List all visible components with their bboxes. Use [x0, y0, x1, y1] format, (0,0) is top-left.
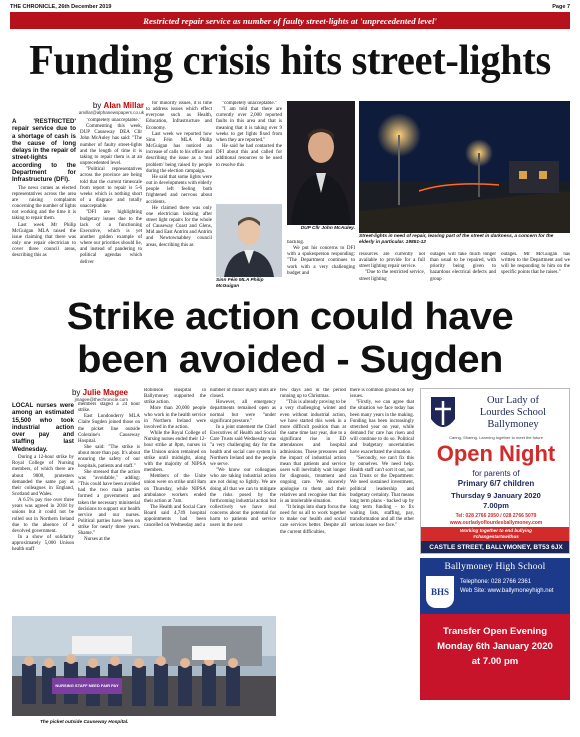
lourdes-title-3: Ballymoney	[487, 419, 539, 430]
lourdes-for-parents: for parents of	[472, 469, 520, 478]
lourdes-title-2: Lourdes School	[479, 407, 547, 418]
lourdes-date: Thursday 9 January 2020	[451, 491, 541, 500]
mcauley-photo	[287, 101, 355, 225]
story2-headline	[10, 296, 570, 384]
lourdes-address: CASTLE STREET, BALLYMONEY, BT53 6JX	[421, 541, 570, 554]
picket-sign-text: NURSING STAFF NEED FAIR PAY	[55, 683, 119, 688]
bhs-date: Monday 6th January 2020	[437, 641, 553, 652]
story2-column-3: Robinson Hospital in Ballymoney supported the strike action. More than 20,000 people who work in the health service in Northern Ireland were involved in the action. While the Royal College of Nursing nurses ended their 12-hour strike at 8pm, nurses in the Unison union remained on strike until midnight, along with the majority of NIPSA members. Members of the Unite union were on strike until 8am on Thursday, while NIPSA ambulance workers ended their action at 7am. The Health and Social Care Board said 4,749 hospital appointments had been cancelled on Wednesday and a	[144, 388, 206, 529]
lourdes-open-night: Open Night	[436, 441, 556, 466]
lourdes-tel: Tel: 028 2766 2050 / 028 2766 5079	[455, 513, 537, 519]
school-crest-icon	[429, 395, 457, 435]
mcguigan-photo	[216, 204, 282, 277]
story1-byline: by Alan Millar	[92, 101, 144, 110]
bhs-crest: BHS	[426, 576, 454, 608]
story1-column-5: backlog. We put his concerns to DFI with a spokesperson responding: "The Department continues to work with a very challenging budget and	[287, 240, 355, 276]
story1-email: amillar@alphanewspapers.co.uk	[78, 110, 144, 115]
bhs-telephone: Telephone: 028 2766 2361	[460, 579, 532, 585]
picket-caption: The picket outside Causeway Hospital.	[40, 720, 129, 725]
lourdes-tagline: Caring, Sharing, Learning together to meet the future	[449, 435, 543, 440]
street-night-icon	[359, 101, 570, 233]
portrait-icon	[287, 101, 355, 225]
story1-column-2: "completely unacceptable." Commenting this week, DUP Causeway DEA Cllr John McAuley has said: "The number of faulty street-lights and the length of time it is taking to repair them is at an unprecedented level. "Political representatives across the province are being told that the current timescale from report to repair is 5-6 weeks which is nothing short of a disgrace and totally unacceptable. "DFI are highlighting budgetary issues due to the lack of a functioning Executive, which is yet another golden example of where our priorities should lie, and instead of pandering to political agendas which deliver	[80, 118, 142, 265]
paper-name-date: THE CHRONICLE, 26th December 2019	[10, 4, 112, 10]
lourdes-web: www.ourladyoflourdesballymoney.com	[449, 519, 543, 526]
story2-column-5: few days and in the period running up to Christmas. "This is already proving to be a very challenging winter and even without industrial action, we have started this week in a more difficult position than at the same time last year, due to a significant rise in ED attendances and hospital admissions. These pressures and the impact of industrial action mean that patients and service users will inevitably wait longer for diagnosis, treatment and ongoing care. We sincerely apologise to them and their relatives and recognise that this is an intolerable situation. "It brings into sharp focus the need for us all to work together to make our health and social care services better. Despite all the current difficulties,	[280, 388, 346, 535]
story1-column-4: "completely unacceptable." "I am told that there are currently over 2,000 reported faults in this area and that is meaning that it is taking over 9 weeks to get lights fixed from when they are reported." He said he had contacted the DFI about this and called for additional resources to be used to resolve this	[216, 101, 282, 168]
story2-column-2: members staged a 24 hour strike. East Londonderry MLA Claire Sugden joined those on the picket line outside Coleraine's Causeway Hospital. She said: "The strike is about more than pay. It's about ensuring the safety of our hospitals, patients and staff." She stressed that the action was "avoidable," adding: "This could have been avoided had the two main parties formed a government and taken the necessary ministerial decisions to support our health service and our nurses. Political parties have been on strike for nearly three years. Shame." Nurses at the	[78, 402, 140, 543]
street-light-caption: Street-lights in need of repair, leaving part of the street in darkness, a concern for the elderly in particular. 19851-12	[359, 234, 554, 245]
lourdes-band: Working together to end bullying #changestartswithus	[421, 527, 570, 541]
street-light-photo	[359, 101, 570, 233]
page-number: Page 7	[552, 4, 570, 10]
story2-email: jmagee@thechronicle.com	[74, 397, 128, 402]
lourdes-time: 7.00pm	[483, 501, 509, 510]
mcauley-caption: DUP Cllr John McAuley.	[300, 226, 355, 231]
story1-author: Alan Millar	[103, 101, 144, 110]
story2-column-1: LOCAL nurses were among an estimated 15,500 who took industrial action over pay and staffing last Wednesday. During a 12-hour strike by Royal College of Nursing members, of which there are about 9000, protesters demanded the same pay as their colleagues in England, Scotland and Wales. A 6.5% pay rise over three years was agreed in 2018 by unions but it could not be rolled out in Northern Ireland due to the absence of a devolved government. In a show of solidarity approximately 5,000 Unison health staff	[12, 402, 74, 553]
portrait-icon	[216, 204, 282, 277]
bhs-event: Transfer Open Evening	[443, 626, 547, 637]
story1-column-1: A 'RESTRICTED' repair service due to a shortage of cash is the cause of long delays in the repair of street-lights according to the Department for Infrastructure (DFI). The news comes as elected representatives across the area are raising complaints concerning the number of lights not working and the time it is taking to repair them. Last week Mr Philip McGuigan MLA raised the issue claiming that there was only one repair electrician to cover three council areas, describing this as	[12, 118, 76, 259]
story1-byline-block	[60, 101, 144, 116]
picket-photo	[12, 616, 276, 716]
story2-column-4: number of minor injury units are closed. However, all emergency departments remained open as normal but were "under significant pressure." In a joint statement the Chief Executives of Health and Social Care Trusts said Wednesday was "a very challenging day for the health and social care system in Northern Ireland and the people we serve. "We know our colleagues who are taking industrial action are not doing so lightly. We are doing all that we can to mitigate the risks posed by the forthcoming industrial action but collectively we have real concerns about the potential for harm to patients and service users in the next	[210, 388, 276, 529]
lourdes-title-1: Our Lady of	[487, 395, 539, 406]
story2-lead: LOCAL nurses were among an estimated 15,500 who took industrial action over pay and staffing last Wednesday.	[12, 402, 74, 453]
mcguigan-caption: Sinn Féin MLA Philip McGuigan	[216, 278, 264, 289]
story1-headline: Funding crisis hits street-lights	[29, 38, 551, 84]
story1-column-3: for minority issues, it is time to address issues which effect everyone such as Health, Education, Infrastructure and Economy. Last week we reported how Sinn Féin MLA Philip McGuigan has noticed an increase of calls to his office and describing the issue as a 'real problem' being raised by people during the election campaign. He said that some lights were out in developments with elderly people left feeling both frightened and nervous about accidents. He claimed there was only one electrician looking after street light repairs for the whole of Causeway Coast and Glens, Mid and East Antrim and Antrim and Newtownabbey council areas, describing this as	[146, 101, 212, 248]
lourdes-advert	[420, 388, 570, 554]
picket-line-icon	[12, 616, 276, 716]
story2-author: Julie Magee	[82, 388, 128, 397]
story2-byline-block	[56, 388, 128, 403]
story1-lead: A 'RESTRICTED' repair service due to a shortage of cash is the cause of long delays in the repair of street-lights according to the Department for Infrastructure (DFI).	[12, 118, 76, 184]
bhs-advert	[420, 558, 570, 700]
story2-headline-line2: been avoided - Sugden	[77, 339, 503, 381]
bhs-time: at 7.00 pm	[471, 656, 519, 667]
story2-column-6: there is common ground on key issues. "Firstly, we can agree that the situation we face today has been many years in the making. Funding has been increasingly stretched year on year, while demand for care has risen and will continue to do so. Political and budgetary uncertainties have exacerbated the situation. "Secondly, we can't fix this by ourselves. We need help. Health staff can't sort it out, nor can Trusts or the Department. We need sustained investment, political leadership and budgetary certainty. That means long term plans - backed up by long term funding - to fix waiting lists, staffing, pay, transformation and all the other serious issues we face."	[350, 388, 414, 529]
bhs-school-name: Ballymoney High School	[444, 562, 546, 572]
story2-byline: by Julie Magee	[71, 388, 128, 397]
story2-headline-line1: Strike action could have	[66, 296, 514, 338]
story1-kicker-bar	[10, 12, 570, 29]
story1-kicker: Restricted repair service as number of faulty street-lights at 'unprecedented level'	[143, 15, 437, 26]
story1-column-6: resources are currently not available to provide for a full street lighting repair service. "Due to the restricted service, street lighting	[359, 252, 425, 282]
lourdes-primary: Primary 6/7 children	[457, 479, 535, 488]
masthead	[10, 2, 570, 12]
story1-column-7: outages will take much longer than usual to be repaired, with priority being given to hazardous electrical defects and group	[430, 252, 496, 282]
bhs-website: Web Site: www.ballymoneyhigh.net	[460, 588, 554, 594]
story1-column-8: outages. Mr McGuigan has written to the Department and we will be responding to him on the specific points that he raises."	[501, 252, 570, 276]
